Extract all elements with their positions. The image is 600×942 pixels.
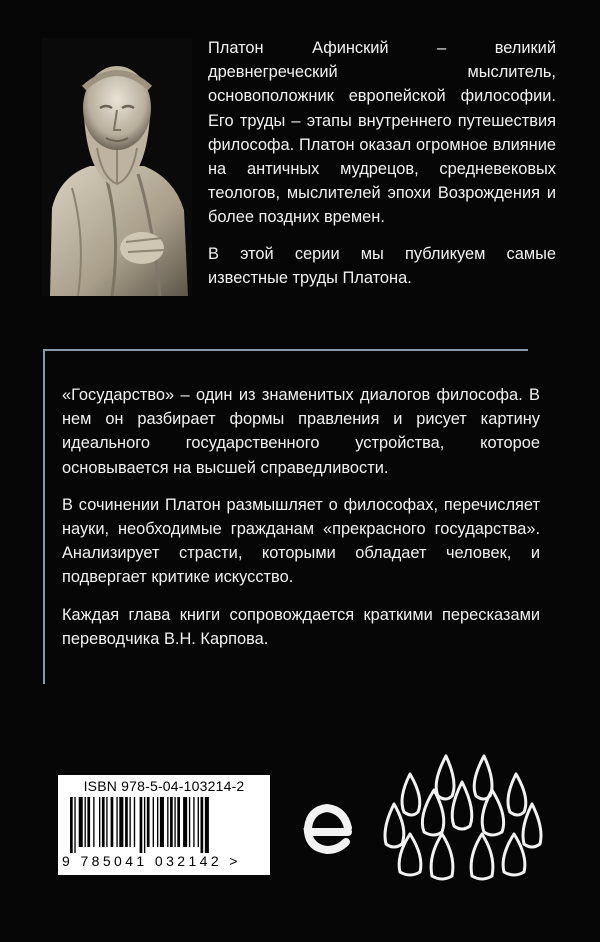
barcode-bar bbox=[93, 797, 94, 847]
barcode-bar bbox=[74, 797, 75, 853]
barcode-bar bbox=[189, 797, 190, 847]
eksmo-e-logo-icon bbox=[296, 798, 358, 860]
isbn-label: ISBN 978-5-04-103214-2 bbox=[83, 778, 245, 794]
barcode-bar bbox=[129, 797, 130, 847]
author-description bbox=[208, 36, 556, 302]
barcode-bar bbox=[167, 797, 168, 847]
barcode-bar bbox=[102, 797, 105, 847]
barcode-block bbox=[58, 775, 270, 875]
barcode-bar bbox=[198, 797, 199, 847]
barcode-bar bbox=[153, 797, 154, 847]
author-paragraph: Платон Афинский – великий древнегреческий мыслитель, основоположник европейской философии. Его труды – этапы внутреннего путешествия философа. Платон оказал огромное влияние на античных мудрецов, средневековых теологов, мыслителей эпохи Возрождения и более поздних времен. bbox=[208, 39, 556, 227]
barcode-bar bbox=[106, 797, 107, 847]
barcode-bar bbox=[147, 797, 150, 847]
barcode-bar bbox=[170, 797, 173, 847]
frame-top-line bbox=[43, 349, 528, 351]
barcode-bar bbox=[144, 797, 145, 853]
barcode-bar bbox=[87, 797, 90, 847]
barcode-bar bbox=[125, 797, 128, 847]
barcode-bars bbox=[70, 797, 258, 853]
crown-drops-logo-icon bbox=[380, 752, 545, 882]
book-paragraph: В сочинении Платон размышляет о философах, перечисляет науки, необходимые гражданам «прекрасного государства». Анализирует страсти, которыми обладает человек, и подвергает критике искусство. bbox=[62, 495, 540, 587]
barcode-bar bbox=[119, 797, 123, 847]
barcode-bar bbox=[111, 797, 114, 847]
book-paragraph: «Государство» – один из знаменитых диалогов философа. В нем он разбирает формы правления и рисует картину идеального государственного устройства, которое основывается на высшей справедливости. bbox=[62, 386, 540, 477]
barcode-bar bbox=[70, 797, 73, 853]
plato-bust-image bbox=[42, 38, 192, 296]
book-paragraph: Каждая глава книги сопровождается краткими пересказами переводчика В.Н. Карпова. bbox=[62, 605, 540, 648]
book-description bbox=[62, 383, 540, 664]
barcode-bar bbox=[160, 797, 164, 847]
barcode-bar bbox=[134, 797, 135, 847]
barcode-bar bbox=[174, 797, 175, 847]
series-paragraph: В этой серии мы публикуем самые известные труды Платона. bbox=[208, 244, 556, 287]
barcode-bar bbox=[85, 797, 86, 847]
barcode-bar bbox=[116, 797, 117, 847]
frame-left-line bbox=[43, 349, 45, 684]
barcode-bar bbox=[193, 797, 194, 847]
barcode-bar bbox=[140, 797, 143, 853]
barcode-digits: 9 785041 032142 > bbox=[62, 853, 241, 869]
barcode-bar bbox=[177, 797, 180, 847]
barcode-bar bbox=[205, 797, 209, 853]
barcode-bar bbox=[183, 797, 187, 847]
barcode-bar bbox=[79, 797, 83, 847]
barcode-bar bbox=[99, 797, 100, 847]
barcode-bar bbox=[201, 797, 204, 853]
barcode-bar bbox=[157, 797, 158, 847]
